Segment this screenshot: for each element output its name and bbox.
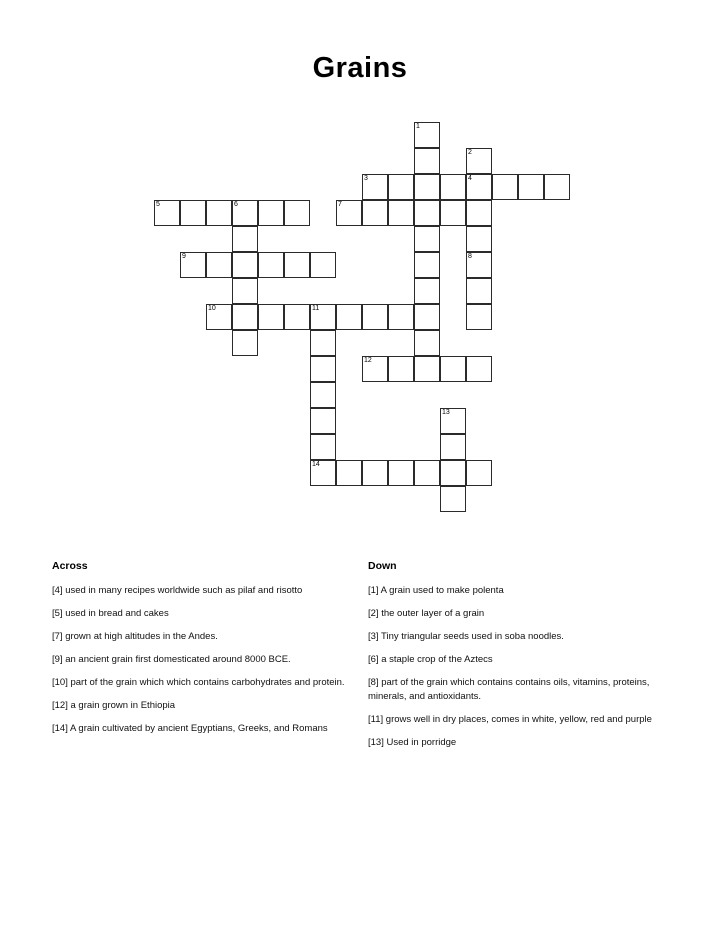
grid-cell[interactable] bbox=[466, 278, 492, 304]
grid-cell[interactable] bbox=[414, 200, 440, 226]
grid-cell[interactable] bbox=[232, 304, 258, 330]
grid-cell[interactable] bbox=[180, 252, 206, 278]
grid-cell[interactable] bbox=[362, 200, 388, 226]
grid-cell[interactable] bbox=[466, 304, 492, 330]
grid-cell[interactable] bbox=[310, 382, 336, 408]
grid-cell[interactable] bbox=[466, 226, 492, 252]
grid-cell-number: 1 bbox=[416, 123, 420, 130]
grid-cell[interactable] bbox=[414, 252, 440, 278]
clue-across-item: [12] a grain grown in Ethiopia bbox=[52, 700, 176, 711]
grid-cell[interactable] bbox=[466, 200, 492, 226]
grid-cell[interactable] bbox=[310, 304, 336, 330]
grid-cell[interactable] bbox=[232, 226, 258, 252]
grid-cell[interactable] bbox=[492, 174, 518, 200]
grid-cell[interactable] bbox=[310, 434, 336, 460]
grid-cell-number: 8 bbox=[468, 253, 472, 260]
grid-cell[interactable] bbox=[466, 356, 492, 382]
grid-cell[interactable] bbox=[440, 200, 466, 226]
grid-cell-number: 5 bbox=[156, 201, 160, 208]
grid-cell[interactable] bbox=[414, 460, 440, 486]
grid-cell[interactable] bbox=[232, 200, 258, 226]
grid-cell[interactable] bbox=[388, 304, 414, 330]
grid-cell[interactable] bbox=[440, 174, 466, 200]
grid-cell[interactable] bbox=[414, 356, 440, 382]
grid-cell[interactable] bbox=[232, 252, 258, 278]
clue-down-item: [8] part of the grain which contains contains oils, vitamins, proteins, minerals, and antioxidants. bbox=[368, 677, 650, 702]
clue-across-item: [4] used in many recipes worldwide such as pilaf and risotto bbox=[52, 585, 303, 596]
grid-cell[interactable] bbox=[258, 200, 284, 226]
grid-cell[interactable] bbox=[388, 174, 414, 200]
clue-across-item: [10] part of the grain which which contains carbohydrates and protein. bbox=[52, 677, 345, 688]
grid-cell[interactable] bbox=[310, 356, 336, 382]
grid-cell[interactable] bbox=[440, 460, 466, 486]
grid-cell[interactable] bbox=[414, 330, 440, 356]
grid-cell[interactable] bbox=[362, 174, 388, 200]
grid-cell[interactable] bbox=[440, 486, 466, 512]
down-clues-column bbox=[368, 560, 668, 759]
down-heading: Down bbox=[368, 560, 397, 572]
grid-cell-number: 6 bbox=[234, 201, 238, 208]
grid-cell[interactable] bbox=[154, 200, 180, 226]
clue-across-item: [5] used in bread and cakes bbox=[52, 608, 169, 619]
clue-across-item: [7] grown at high altitudes in the Andes. bbox=[52, 631, 218, 642]
grid-cell-number: 3 bbox=[364, 175, 368, 182]
grid-cell[interactable] bbox=[284, 200, 310, 226]
grid-cell[interactable] bbox=[414, 278, 440, 304]
across-clues-column bbox=[52, 560, 352, 745]
grid-cell-number: 11 bbox=[312, 305, 320, 312]
grid-cell-number: 12 bbox=[364, 357, 372, 364]
grid-cell[interactable] bbox=[258, 304, 284, 330]
grid-cell-number: 4 bbox=[468, 175, 472, 182]
across-heading: Across bbox=[52, 560, 88, 572]
grid-cell[interactable] bbox=[388, 200, 414, 226]
clue-down-item: [1] A grain used to make polenta bbox=[368, 585, 504, 596]
grid-cell[interactable] bbox=[232, 278, 258, 304]
clue-across-item: [9] an ancient grain first domesticated around 8000 BCE. bbox=[52, 654, 291, 665]
grid-cell[interactable] bbox=[362, 304, 388, 330]
grid-cell[interactable] bbox=[414, 226, 440, 252]
clue-down-item: [11] grows well in dry places, comes in white, yellow, red and purple bbox=[368, 714, 652, 725]
grid-cell-number: 9 bbox=[182, 253, 186, 260]
grid-cell[interactable] bbox=[310, 460, 336, 486]
clue-down-item: [3] Tiny triangular seeds used in soba noodles. bbox=[368, 631, 564, 642]
grid-cell[interactable] bbox=[544, 174, 570, 200]
clue-down-item: [2] the outer layer of a grain bbox=[368, 608, 485, 619]
grid-cell-number: 10 bbox=[208, 305, 216, 312]
page-title: Grains bbox=[312, 52, 408, 84]
grid-cell[interactable] bbox=[440, 434, 466, 460]
grid-cell[interactable] bbox=[440, 408, 466, 434]
clues-section bbox=[0, 560, 720, 790]
grid-cell[interactable] bbox=[414, 174, 440, 200]
grid-cell[interactable] bbox=[414, 122, 440, 148]
grid-cell[interactable] bbox=[284, 304, 310, 330]
grid-cell[interactable] bbox=[362, 460, 388, 486]
grid-cell[interactable] bbox=[310, 330, 336, 356]
grid-cell[interactable] bbox=[310, 252, 336, 278]
grid-cell[interactable] bbox=[206, 304, 232, 330]
grid-cell[interactable] bbox=[284, 252, 310, 278]
grid-cell[interactable] bbox=[310, 408, 336, 434]
grid-cell-number: 14 bbox=[312, 461, 320, 468]
grid-cell[interactable] bbox=[206, 252, 232, 278]
grid-cell[interactable] bbox=[388, 356, 414, 382]
grid-cell[interactable] bbox=[258, 252, 284, 278]
grid-cell[interactable] bbox=[466, 252, 492, 278]
grid-cell-number: 7 bbox=[338, 201, 342, 208]
clue-across-item: [14] A grain cultivated by ancient Egyptians, Greeks, and Romans bbox=[52, 723, 328, 734]
crossword-grid bbox=[0, 112, 720, 532]
grid-cell[interactable] bbox=[180, 200, 206, 226]
grid-cell[interactable] bbox=[336, 304, 362, 330]
grid-cell[interactable] bbox=[414, 304, 440, 330]
grid-cell[interactable] bbox=[362, 356, 388, 382]
grid-cell[interactable] bbox=[518, 174, 544, 200]
grid-cell-number: 2 bbox=[468, 149, 472, 156]
grid-cell[interactable] bbox=[466, 174, 492, 200]
clue-down-item: [6] a staple crop of the Aztecs bbox=[368, 654, 493, 665]
grid-cell[interactable] bbox=[388, 460, 414, 486]
clue-down-item: [13] Used in porridge bbox=[368, 737, 457, 748]
grid-cell[interactable] bbox=[414, 148, 440, 174]
grid-cell[interactable] bbox=[232, 330, 258, 356]
grid-cell[interactable] bbox=[206, 200, 232, 226]
grid-cell[interactable] bbox=[336, 460, 362, 486]
grid-cell[interactable] bbox=[466, 460, 492, 486]
grid-cell-number: 13 bbox=[442, 409, 450, 416]
grid-cell[interactable] bbox=[336, 200, 362, 226]
grid-cell[interactable] bbox=[440, 356, 466, 382]
grid-cell[interactable] bbox=[466, 148, 492, 174]
